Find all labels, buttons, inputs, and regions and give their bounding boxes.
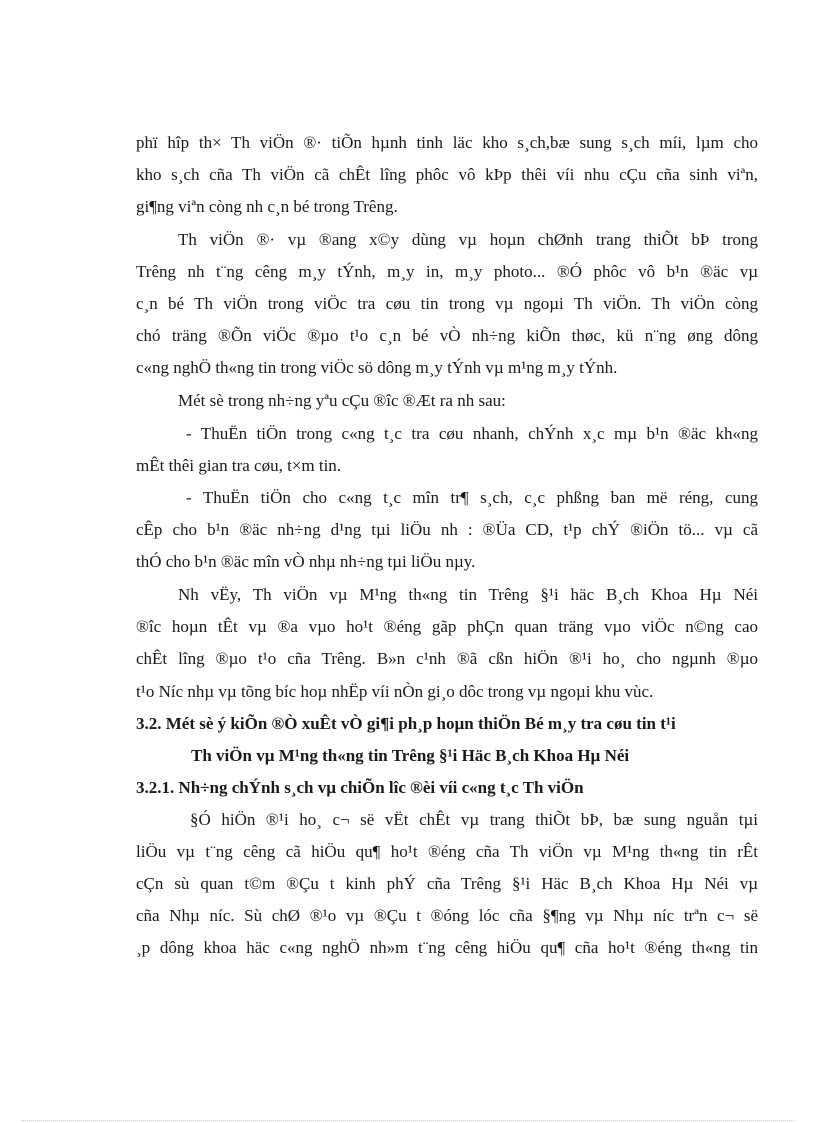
paragraph-line: liÖu vµ t¨ng cêng cã hiÖu qu¶ ho¹t ®éng cña Th viÖn vµ M¹ng th«ng tin rÊt: [136, 842, 758, 861]
bullet-line: - ThuËn tiÖn cho c«ng t¸c mîn tr¶ s¸ch, c¸c phßng ban më réng, cung: [186, 488, 758, 507]
paragraph-line: c«ng nghÖ th«ng tin trong viÖc sö dông m¸y tÝnh vµ m¹ng m¸y tÝnh.: [136, 358, 618, 377]
paragraph-line: §Ó hiÖn ®¹i ho¸ c¬ së vËt chÊt vµ trang thiÕt bÞ, bæ sung nguån tµi: [190, 810, 758, 829]
paragraph-line: ¸p dông khoa häc c«ng nghÖ nh»m t¨ng cêng hiÖu qu¶ cña ho¹t ®éng th«ng tin: [136, 938, 758, 957]
paragraph-line: Th viÖn ®· vµ ®ang x©y dùng vµ hoµn chØnh trang thiÕt bÞ trong: [178, 230, 758, 249]
subsection-heading: 3.2.1. Nh÷ng chÝnh s¸ch vµ chiÕn lîc ®èi víi c«ng t¸c Th viÖn: [136, 778, 584, 797]
paragraph-line: chó träng ®Õn viÖc ®µo t¹o c¸n bé vÒ nh÷ng kiÕn thøc, kü n¨ng øng dông: [136, 326, 758, 345]
paragraph-line: kho s¸ch cña Th viÖn cã chÊt lîng phôc vô kÞp thêi víi nhu cÇu cña sinh viªn,: [136, 165, 758, 184]
bullet-line: cÊp cho b¹n ®äc nh÷ng d¹ng tµi liÖu nh : ®Üa CD, t¹p chÝ ®iÖn tö... vµ cã: [136, 520, 758, 539]
section-heading: Th viÖn vµ M¹ng th«ng tin Trêng §¹i Häc B¸ch Khoa Hµ Néi: [191, 746, 630, 765]
paragraph-line: ®îc hoµn tÊt vµ ®a vµo ho¹t ®éng gãp phÇn quan träng vµo viÖc n©ng cao: [136, 617, 758, 636]
paragraph-line: Trêng nh t¨ng cêng m¸y tÝnh, m¸y in, m¸y photo... ®Ó phôc vô b¹n ®äc vµ: [136, 262, 758, 281]
section-heading: 3.2. Mét sè ý kiÕn ®Ò xuÊt vÒ gi¶i ph¸p hoµn thiÖn Bé m¸y tra cøu tin t¹i: [136, 714, 676, 733]
paragraph-line: cña Nhµ níc. Sù chØ ®¹o vµ ®Çu t ®óng lóc cña §¶ng vµ Nhµ níc trªn c¬ së: [136, 906, 758, 925]
paragraph-line: phï hîp th× Th viÖn ®· tiÕn hµnh tinh läc kho s¸ch,bæ sung s¸ch míi, lµm cho: [136, 133, 758, 152]
paragraph-line: Mét sè trong nh÷ng yªu cÇu ®îc ®Æt ra nh sau:: [178, 391, 506, 410]
paragraph-line: t¹o Níc nhµ vµ tõng bíc hoµ nhËp víi nÒn gi¸o dôc trong vµ ngoµi khu vùc.: [136, 682, 654, 701]
paragraph-line: chÊt lîng ®µo t¹o cña Trêng. B»n c¹nh ®ã cßn hiÖn ®¹i ho¸ cho ngµnh ®µo: [136, 649, 758, 668]
paragraph-line: Nh vËy, Th viÖn vµ M¹ng th«ng tin Trêng §¹i häc B¸ch Khoa Hµ Néi: [178, 585, 758, 604]
paragraph-line: gi¶ng viªn còng nh c¸n bé trong Trêng.: [136, 197, 398, 216]
bullet-line: - ThuËn tiÖn trong c«ng t¸c tra cøu nhanh, chÝnh x¸c mµ b¹n ®äc kh«ng: [186, 424, 758, 443]
bullet-line: thÓ cho b¹n ®äc mîn vÒ nhµ nh÷ng tµi liÖu nµy.: [136, 552, 476, 571]
bullet-line: mÊt thêi gian tra cøu, t×m tin.: [136, 456, 342, 475]
paragraph-line: c¸n bé Th viÖn trong viÖc tra cøu tin trong vµ ngoµi Th viÖn. Th viÖn còng: [136, 294, 758, 313]
page-bottom-divider: [22, 1120, 794, 1121]
paragraph-line: cÇn sù quan t©m ®Çu t kinh phÝ cña Trêng §¹i Häc B¸ch Khoa Hµ Néi vµ: [136, 874, 758, 893]
